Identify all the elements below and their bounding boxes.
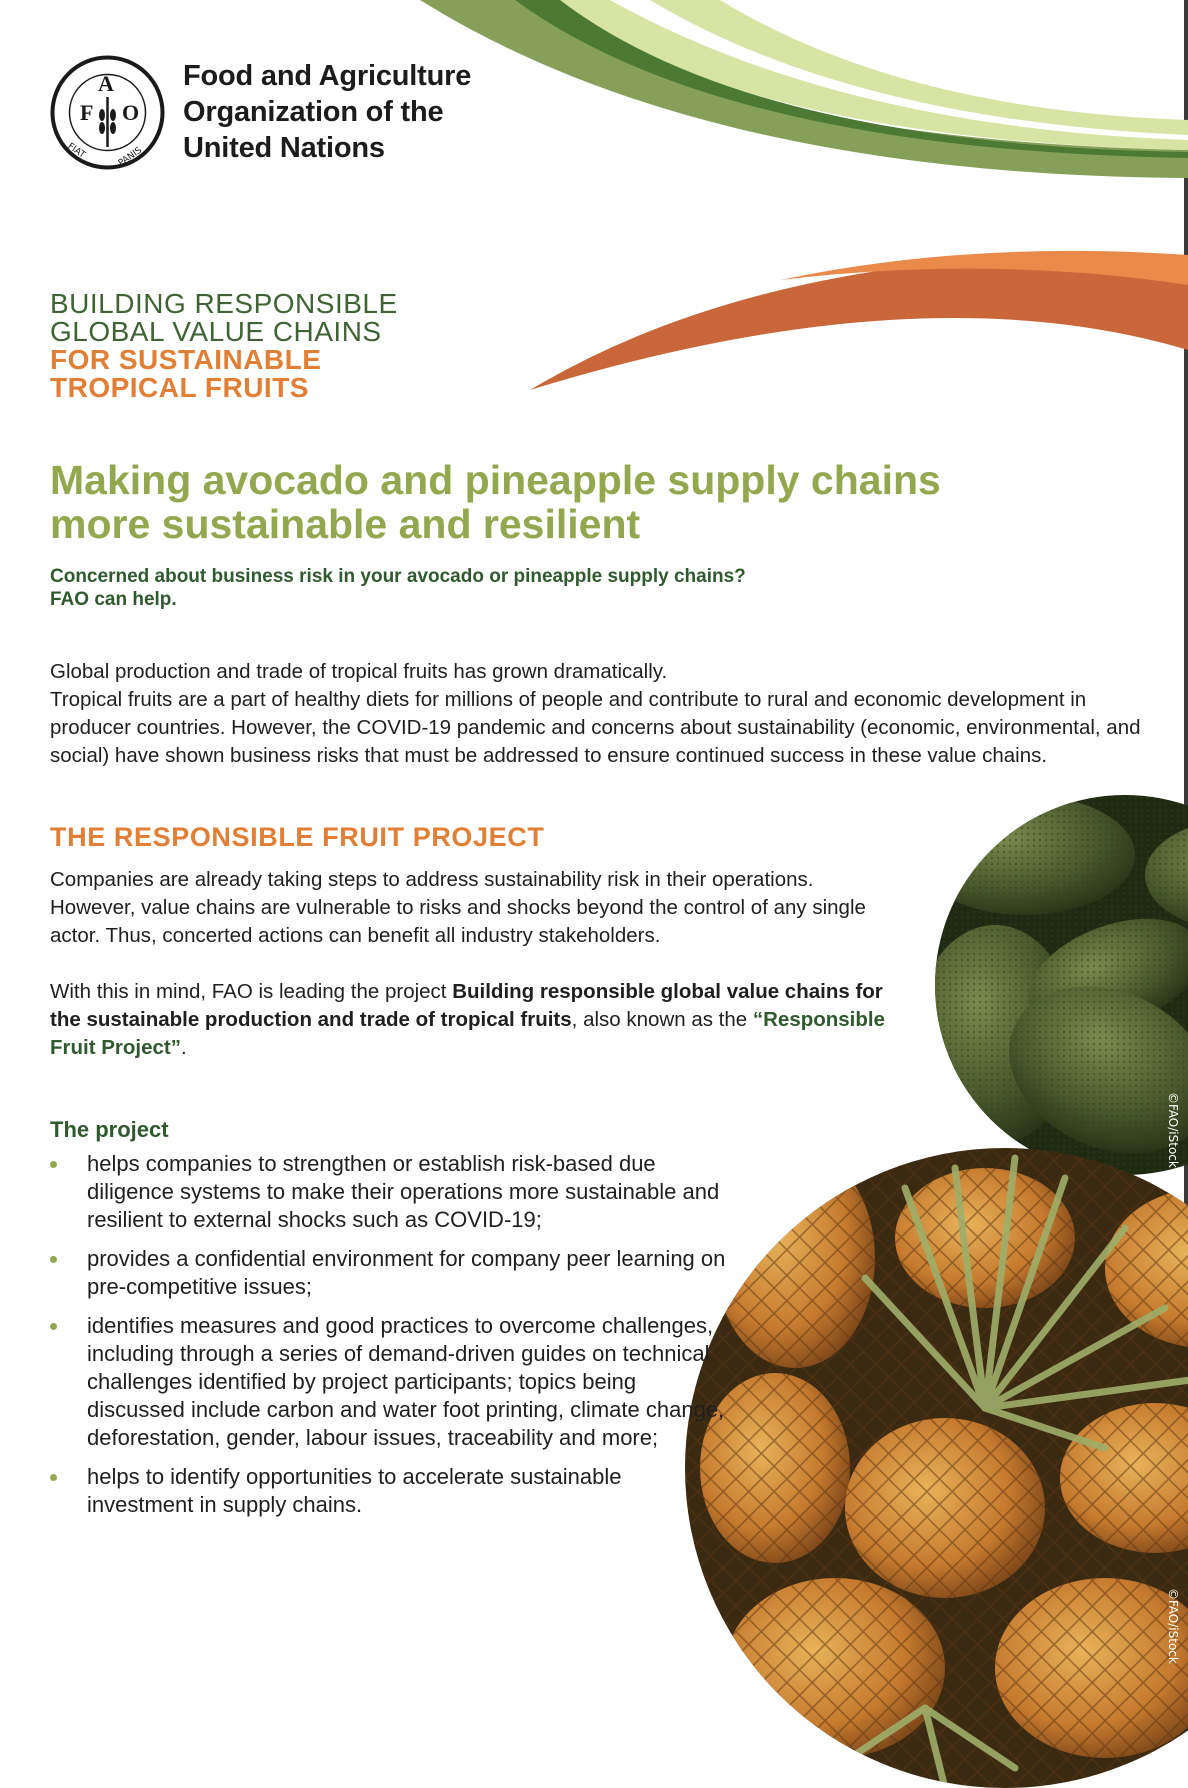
org-name-line: United Nations [183,132,385,164]
series-line-3: FOR SUSTAINABLE [50,344,322,375]
photo-credit-avocado: ©FAO/iStock [1166,1092,1180,1168]
para2-text: , also known as the [571,1008,753,1031]
pineapple-illustration [685,1148,1188,1788]
fao-logo-motto-fiat: FIAT [65,141,87,161]
list-item-text: helps companies to strengthen or establish risk-based due diligence systems to make their operations more sustainable and resilient to external shocks such as COVID-19; [87,1151,720,1232]
fao-logo-letter-a: A [98,71,114,96]
title-line-1: Making avocado and pineapple supply chains [50,457,941,503]
series-title [50,290,398,402]
series-line-2: GLOBAL VALUE CHAINS [50,316,382,347]
para2-text: . [181,1036,187,1059]
bullet-icon [50,1256,57,1263]
intro-paragraph [50,658,1150,770]
bullet-icon [50,1323,57,1330]
project-paragraph-2 [50,978,900,1062]
fao-logo-letter-f: F [80,100,94,125]
fao-logo [50,55,165,170]
org-name-line: Organization of the [183,96,444,128]
avocado-photo [935,795,1188,1175]
intro-line-2: Tropical fruits are a part of healthy diets for millions of people and contribute to rural and economic development in producer countries. However, the COVID-19 pandemic and concerns about sustainability (economic, environmental, and social) have shown business risks that must be addressed to ensure continued success in these value chains. [50,688,1141,767]
list-item [50,1245,730,1301]
org-name-line: Food and Agriculture [183,60,472,92]
list-heading: The project [50,1117,169,1142]
organization-name [183,58,471,166]
list-item [50,1312,730,1452]
avocado-illustration [935,795,1188,1175]
green-swoosh-decoration [420,0,1188,180]
list-item-text: provides a confidential environment for company peer learning on pre-competitive issues; [87,1246,726,1299]
orange-swoosh-decoration [520,240,1188,400]
series-line-1: BUILDING RESPONSIBLE [50,288,398,319]
intro-line-1: Global production and trade of tropical fruits has grown dramatically. [50,660,668,683]
para2-text: With this in mind, FAO is leading the project [50,980,453,1003]
project-paragraph-1: Companies are already taking steps to address sustainability risk in their operations. However, value chains are vulnerable to risks and shocks beyond the control of any single actor. Thus, concerted actions can benefit all industry stakeholders. [50,868,866,947]
subtitle [50,565,746,611]
fao-logo-motto-panis: PANIS [116,145,144,169]
list-item-text: identifies measures and good practices to overcome challenges, including through a series of demand-driven guides on technical challenges identified by project participants; topics being discussed include carbon and water foot printing, climate change, deforestation, gender, labour issues, traceability and more; [87,1313,725,1450]
pineapple-photo [685,1148,1188,1788]
list-item-text: helps to identify opportunities to accelerate sustainable investment in supply chains. [87,1464,622,1517]
series-line-4: TROPICAL FRUITS [50,372,309,403]
list-item [50,1463,730,1519]
photo-credit-pineapple: ©FAO/iStock [1166,1588,1180,1664]
project-short-name: “Responsible Fruit Project” [50,1008,885,1059]
section-heading: THE RESPONSIBLE FRUIT PROJECT [50,822,545,852]
title-line-2: more sustainable and resilient [50,501,641,547]
list-item [50,1150,730,1234]
subtitle-line-2: FAO can help. [50,589,177,610]
bullet-icon [50,1161,57,1168]
project-bullet-list [50,1150,730,1530]
bullet-icon [50,1474,57,1481]
project-full-name: Building responsible global value chains for the sustainable production and trade of tropical fruits [50,980,883,1031]
subtitle-line-1: Concerned about business risk in your avocado or pineapple supply chains? [50,566,746,587]
page-title [50,458,950,546]
fao-logo-letter-o: O [122,100,140,125]
